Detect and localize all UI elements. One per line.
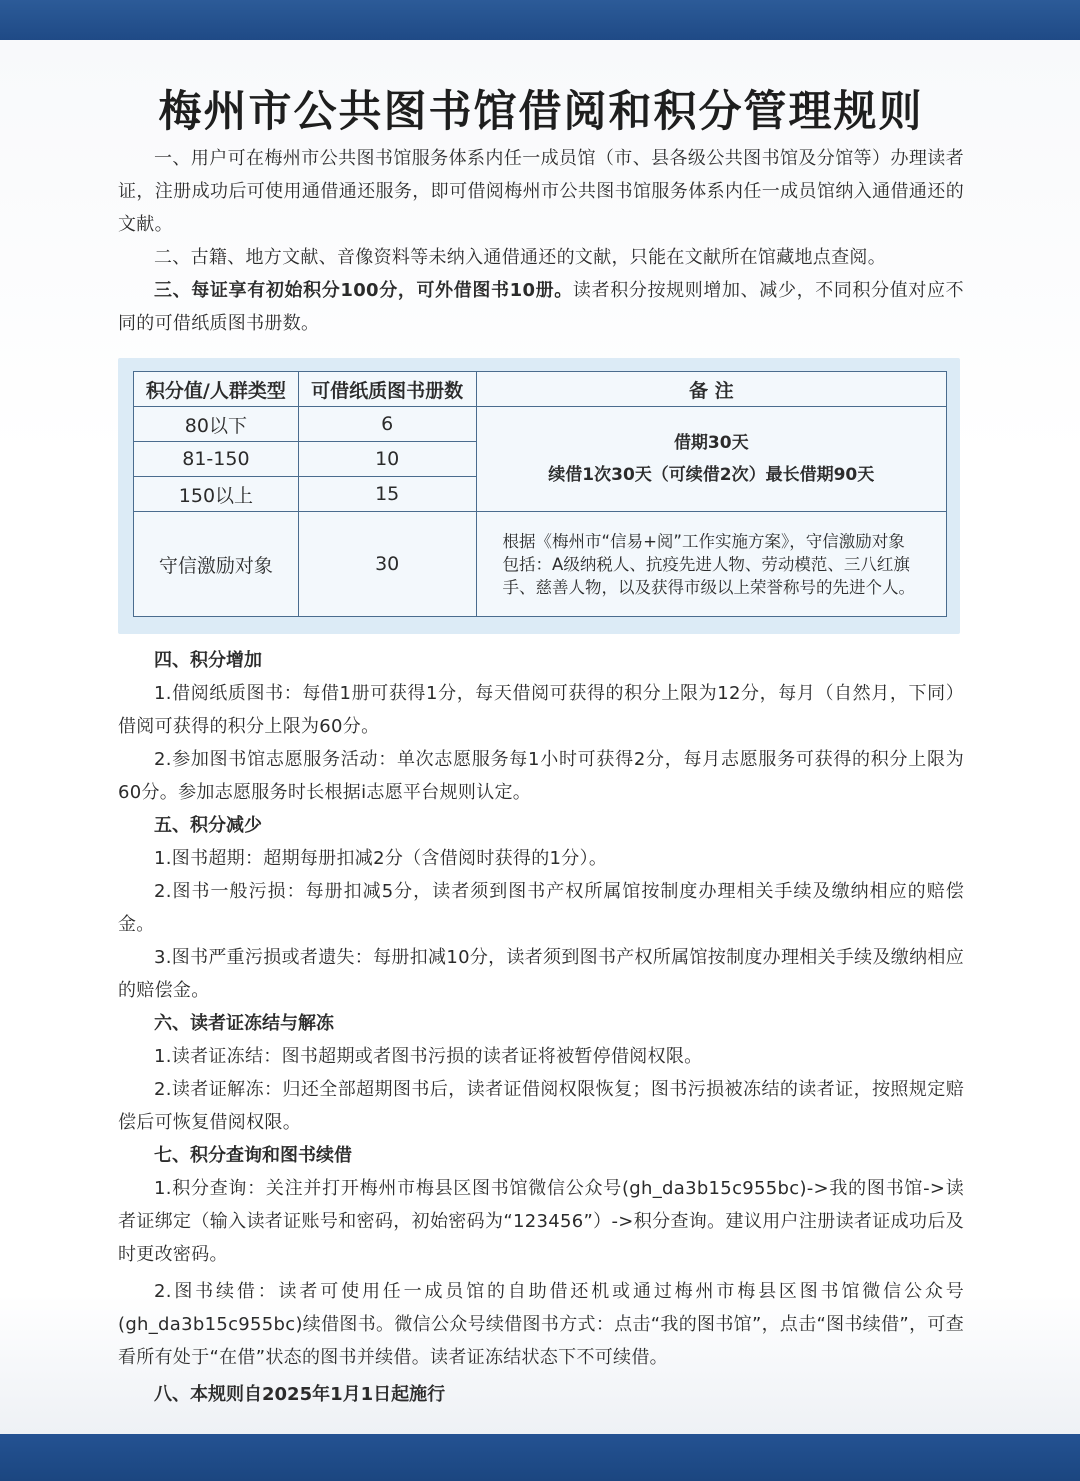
- section-7-item-1: 1.积分查询：关注并打开梅州市梅县区图书馆微信公众号(gh_da3b15c955bc)->我的图书馆->读者证绑定（输入读者证账号和密码，初始密码为“123456”）->积分查询。建议用户注册读者证成功后及时更改密码。: [118, 1178, 964, 1265]
- section-5-item-3: 3.图书严重污损或者遗失：每册扣减10分，读者须到图书产权所属馆按制度办理相关手续及缴纳相应的赔偿金。: [118, 947, 964, 1001]
- section-6-heading: 六、读者证冻结与解冻: [154, 1013, 334, 1034]
- table-row: [134, 512, 947, 617]
- section-5-heading: 五、积分减少: [154, 815, 262, 836]
- group-cell: 80以下: [134, 407, 299, 442]
- group-cell: 守信激励对象: [134, 512, 299, 617]
- header-books: 可借纸质图书册数: [298, 372, 476, 407]
- rules-body: [118, 644, 964, 1411]
- group-cell: 150以上: [134, 477, 299, 512]
- page-title: 梅州市公共图书馆借阅和积分管理规则: [158, 87, 924, 137]
- loan-period-note: [476, 407, 946, 512]
- rule-3-bold-text: 三、每证享有初始积分100分，可外借图书10册。: [154, 280, 573, 301]
- books-cell: 10: [298, 442, 476, 477]
- section-5-item-2: 2.图书一般污损：每册扣减5分，读者须到图书产权所属馆按制度办理相关手续及缴纳相应的赔偿金。: [118, 881, 964, 935]
- quota-table-panel: [118, 358, 960, 634]
- bottom-banner: [0, 1434, 1080, 1481]
- section-8-heading: 八、本规则自2025年1月1日起施行: [154, 1384, 446, 1405]
- rule-3-text: 读者积分按规则增加、减少，不同积分值对应不同的可借纸质图书册数。: [118, 280, 964, 334]
- group-cell: 81-150: [134, 442, 299, 477]
- table-row: [134, 407, 947, 442]
- section-6-item-2: 2.读者证解冻：归还全部超期图书后，读者证借阅权限恢复；图书污损被冻结的读者证，按照规定赔偿后可恢复借阅权限。: [118, 1079, 964, 1133]
- section-4-item-2: 2.参加图书馆志愿服务活动：单次志愿服务每1小时可获得2分，每月志愿服务可获得的积分上限为60分。参加志愿服务时长根据i志愿平台规则认定。: [118, 749, 964, 803]
- intro-section: [118, 142, 964, 340]
- loan-period-line: 借期30天: [673, 433, 749, 453]
- section-4-heading: 四、积分增加: [154, 650, 262, 671]
- books-cell: 6: [298, 407, 476, 442]
- section-7-heading: 七、积分查询和图书续借: [154, 1145, 352, 1166]
- table-header-row: [134, 372, 947, 407]
- rule-1-paragraph: 一、用户可在梅州市公共图书馆服务体系内任一成员馆（市、县各级公共图书馆及分馆等）办理读者证，注册成功后可使用通借通还服务，即可借阅梅州市公共图书馆服务体系内任一成员馆纳入通借通还的文献。: [118, 148, 964, 235]
- header-group: 积分值/人群类型: [134, 372, 299, 407]
- incentive-note: 根据《梅州市“信易+阅”工作实施方案》，守信激励对象包括：A级纳税人、抗疫先进人物、劳动模范、三八红旗手、慈善人物，以及获得市级以上荣誉称号的先进个人。: [476, 512, 946, 617]
- books-cell: 15: [298, 477, 476, 512]
- section-6-item-1: 1.读者证冻结：图书超期或者图书污损的读者证将被暂停借阅权限。: [154, 1046, 703, 1067]
- section-5-item-1: 1.图书超期：超期每册扣减2分（含借阅时获得的1分）。: [154, 848, 608, 869]
- books-cell: 30: [298, 512, 476, 617]
- section-7-item-2: 2.图书续借：读者可使用任一成员馆的自助借还机或通过梅州市梅县区图书馆微信公众号(gh_da3b15c955bc)续借图书。微信公众号续借图书方式：点击“我的图书馆”，点击“图书续借”，可查看所有处于“在借”状态的图书并续借。读者证冻结状态下不可续借。: [118, 1281, 964, 1368]
- rules-document: [0, 40, 1080, 1434]
- quota-table: [133, 371, 947, 617]
- renewal-line: 续借1次30天（可续借2次）最长借期90天: [548, 465, 875, 485]
- rule-2-paragraph: 二、古籍、地方文献、音像资料等未纳入通借通还的文献，只能在文献所在馆藏地点查阅。: [154, 247, 886, 268]
- section-4-item-1: 1.借阅纸质图书：每借1册可获得1分，每天借阅可获得的积分上限为12分，每月（自然月，下同）借阅可获得的积分上限为60分。: [118, 683, 964, 737]
- rule-3-paragraph: [118, 274, 964, 340]
- top-banner: [0, 0, 1080, 40]
- header-notes: 备 注: [476, 372, 946, 407]
